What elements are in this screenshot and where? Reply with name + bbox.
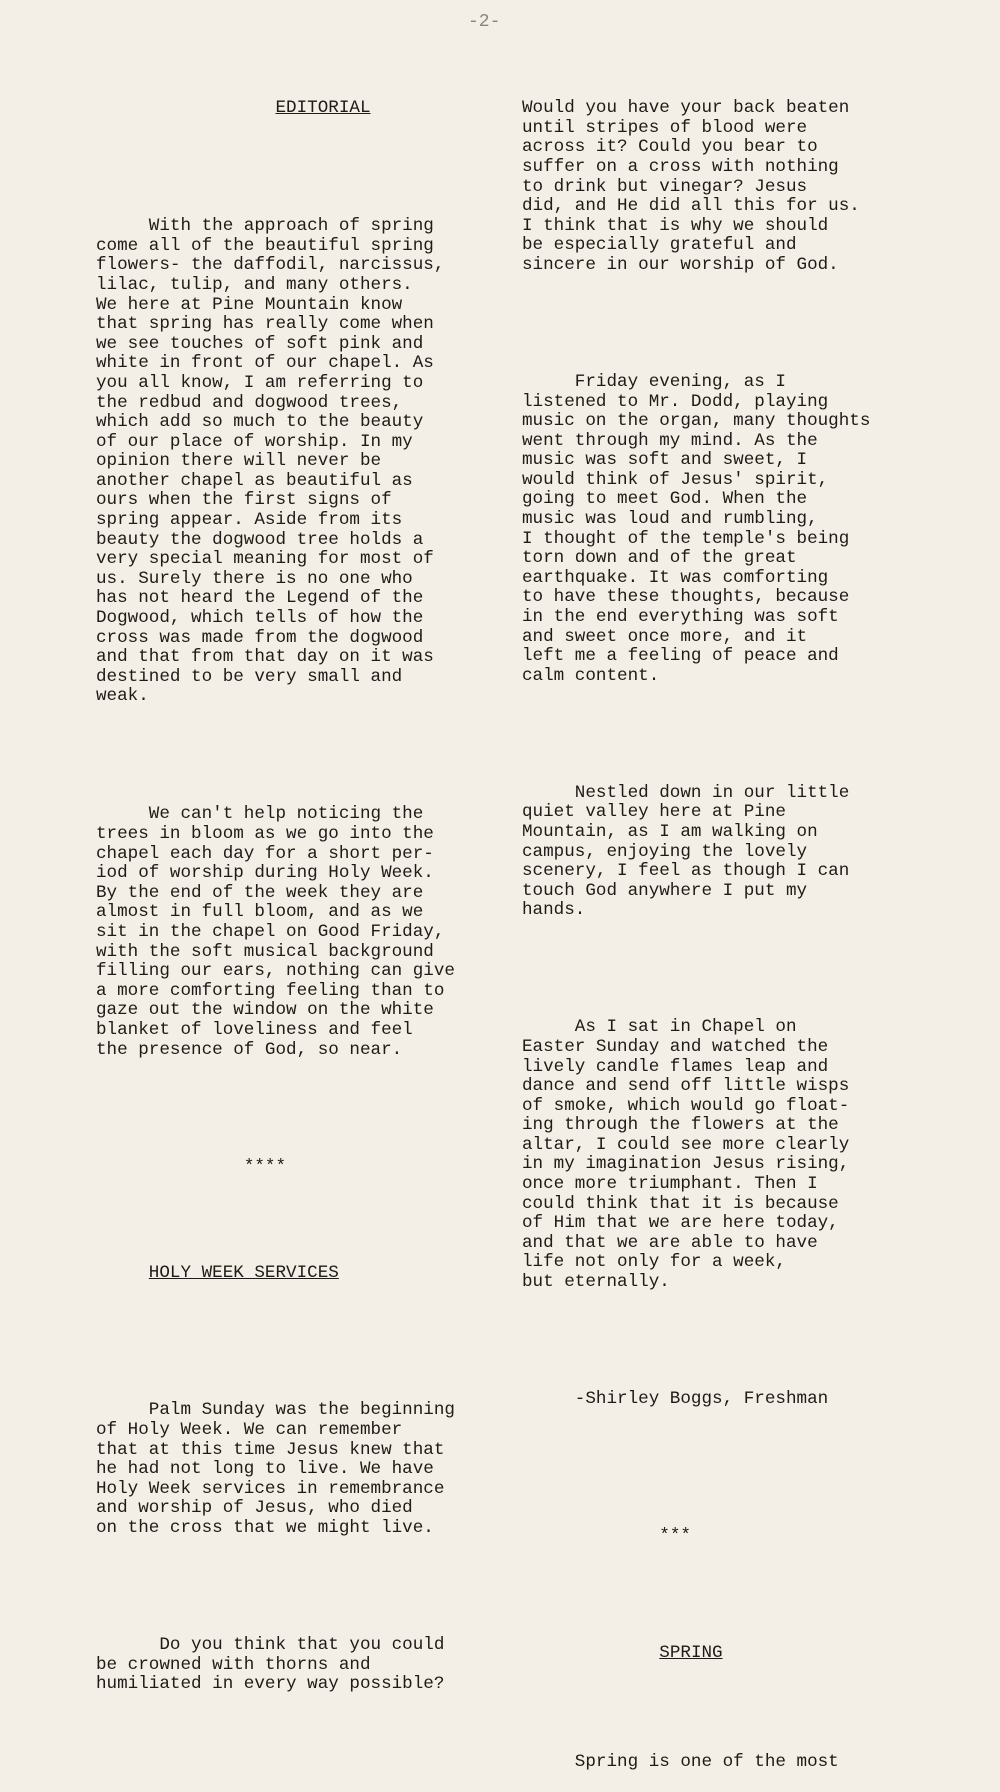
text-line: Friday evening, as I: [522, 371, 786, 392]
text-line: calm content.: [522, 665, 660, 686]
text-line: until stripes of blood were: [522, 117, 808, 138]
editorial-paragraph-1: [96, 217, 506, 707]
text-line: be crowned with thorns and: [96, 1654, 371, 1675]
text-line: that at this time Jesus knew that: [96, 1439, 445, 1460]
text-line: of our place of worship. In my: [96, 431, 413, 452]
text-line: chapel each day for a short per-: [96, 843, 434, 864]
text-line: would think of Jesus' spirit,: [522, 469, 829, 490]
left-column: [96, 60, 506, 1714]
text-line: ours when the first signs of: [96, 490, 392, 511]
text-line: on the cross that we might live.: [96, 1517, 434, 1538]
text-line: I think that is why we should: [522, 215, 829, 236]
text-line: Do you think that you could: [96, 1634, 445, 1655]
text-line: did, and He did all this for us.: [522, 196, 860, 217]
text-line: filling our ears, nothing can give: [96, 961, 455, 982]
text-line: us. Surely there is no one who: [96, 568, 413, 589]
text-line: life not only for a week,: [522, 1252, 786, 1273]
text-line: that spring has really come when: [96, 314, 434, 335]
text-line: almost in full bloom, and as we: [96, 902, 424, 923]
spring-heading-line: [522, 1644, 902, 1664]
text-line: With the approach of spring: [96, 216, 434, 237]
text-line: beauty the dogwood tree holds a: [96, 529, 424, 550]
text-line: weak.: [96, 686, 149, 707]
text-line: campus, enjoying the lovely: [522, 841, 808, 862]
text-line: Easter Sunday and watched the: [522, 1036, 829, 1057]
text-line: to drink but vinegar? Jesus: [522, 176, 808, 197]
text-line: flowers- the daffodil, narcissus,: [96, 255, 445, 276]
text-line: of smoke, which would go float-: [522, 1095, 850, 1116]
text-line: quiet valley here at Pine: [522, 802, 786, 823]
holy-week-paragraph-1: [96, 1401, 506, 1538]
holy-week-paragraph-2: [96, 1636, 506, 1695]
text-line: hands.: [522, 900, 586, 921]
text-line: he had not long to live. We have: [96, 1459, 434, 1480]
separator-right: ***: [659, 1525, 691, 1546]
right-column: [522, 60, 902, 1792]
text-line: lilac, tulip, and many others.: [96, 274, 413, 295]
text-line: music on the organ, many thoughts: [522, 411, 871, 432]
text-line: going to meet God. When the: [522, 489, 808, 510]
text-line: ing through the flowers at the: [522, 1115, 839, 1136]
holy-week-heading-line: [96, 1264, 506, 1284]
text-line: humiliated in every way possible?: [96, 1674, 445, 1695]
text-line: scenery, I feel as though I can: [522, 861, 850, 882]
text-line: but eternally.: [522, 1272, 670, 1293]
text-line: destined to be very small and: [96, 666, 403, 687]
text-line: earthquake. It was comforting: [522, 567, 829, 588]
text-line: torn down and of the great: [522, 548, 797, 569]
text-line: By the end of the week they are: [96, 882, 424, 903]
text-line: white in front of our chapel. As: [96, 353, 434, 374]
text-line: Nestled down in our little: [522, 782, 850, 803]
text-line: we see touches of soft pink and: [96, 333, 424, 354]
text-line: very special meaning for most of: [96, 549, 434, 570]
text-line: could think that it is because: [522, 1193, 839, 1214]
text-line: listened to Mr. Dodd, playing: [522, 391, 829, 412]
right-paragraph-3: [522, 784, 902, 921]
text-line: Mountain, as I am walking on: [522, 821, 818, 842]
text-line: Dogwood, which tells of how the: [96, 608, 424, 629]
text-line: of Him that we are here today,: [522, 1213, 839, 1234]
text-line: and worship of Jesus, who died: [96, 1498, 413, 1519]
separator-line-right: [522, 1527, 902, 1547]
text-line: We can't help noticing the: [96, 804, 424, 825]
text-line: in the end everything was soft: [522, 607, 839, 628]
text-line: come all of the beautiful spring: [96, 235, 434, 256]
text-line: with the soft musical background: [96, 941, 434, 962]
text-line: gaze out the window on the white: [96, 1000, 434, 1021]
text-line: and that we are able to have: [522, 1232, 818, 1253]
text-line: and sweet once more, and it: [522, 626, 808, 647]
text-line: music was loud and rumbling,: [522, 509, 818, 530]
text-line: As I sat in Chapel on: [522, 1017, 797, 1038]
text-line: and that from that day on it was: [96, 647, 434, 668]
text-line: sincere in our worship of God.: [522, 254, 839, 275]
right-paragraph-4: [522, 1018, 902, 1292]
text-line: dance and send off little wisps: [522, 1076, 850, 1097]
editorial-heading: EDITORIAL: [275, 98, 371, 119]
text-line: touch God anywhere I put my: [522, 880, 808, 901]
text-line: of Holy Week. We can remember: [96, 1420, 403, 1440]
right-paragraph-2: [522, 373, 902, 687]
text-line: you all know, I am referring to: [96, 372, 424, 393]
text-line: another chapel as beautiful as: [96, 470, 413, 491]
page-number: -2-: [468, 12, 501, 32]
text-line: iod of worship during Holy Week.: [96, 863, 434, 884]
text-line: a more comforting feeling than to: [96, 980, 445, 1001]
separator: ****: [243, 1157, 287, 1178]
text-line: music was soft and sweet, I: [522, 450, 808, 471]
text-line: in my imagination Jesus rising,: [522, 1154, 850, 1175]
text-line: once more triumphant. Then I: [522, 1174, 818, 1195]
text-line: cross was made from the dogwood: [96, 627, 424, 648]
text-line: be especially grateful and: [522, 235, 797, 256]
holy-week-heading: HOLY WEEK SERVICES: [148, 1263, 339, 1284]
editorial-heading-line: [96, 99, 506, 119]
text-line: Palm Sunday was the beginning: [96, 1400, 455, 1421]
editorial-paragraph-2: [96, 805, 506, 1060]
text-line: which add so much to the beauty: [96, 412, 424, 433]
text-line: went through my mind. As the: [522, 430, 818, 451]
text-line: trees in bloom as we go into the: [96, 823, 434, 844]
separator-line: [96, 1158, 506, 1178]
text-line: altar, I could see more clearly: [522, 1134, 850, 1155]
text-line: suffer on a cross with nothing: [522, 156, 839, 177]
spring-heading: SPRING: [659, 1642, 723, 1663]
text-line: We here at Pine Mountain know: [96, 294, 403, 315]
text-line: Holy Week services in remembrance: [96, 1478, 445, 1499]
text-line: has not heard the Legend of the: [96, 588, 424, 609]
text-line: opinion there will never be: [96, 451, 382, 472]
text-line: sit in the chapel on Good Friday,: [96, 921, 445, 942]
text-line: the redbud and dogwood trees,: [96, 392, 403, 413]
text-line: blanket of loveliness and feel: [96, 1019, 413, 1040]
signature: -Shirley Boggs, Freshman: [522, 1389, 829, 1409]
text-line: I thought of the temple's being: [522, 528, 850, 549]
text-line: lively candle flames leap and: [522, 1056, 829, 1077]
text-line: across it? Could you bear to: [522, 137, 818, 158]
spring-paragraph: Spring is one of the most: [522, 1751, 839, 1772]
text-line: spring appear. Aside from its: [96, 510, 403, 531]
text-line: the presence of God, so near.: [96, 1039, 403, 1060]
right-paragraph-1: [522, 99, 902, 275]
text-line: to have these thoughts, because: [522, 587, 850, 608]
text-line: Would you have your back beaten: [522, 98, 850, 119]
text-line: left me a feeling of peace and: [522, 646, 839, 667]
